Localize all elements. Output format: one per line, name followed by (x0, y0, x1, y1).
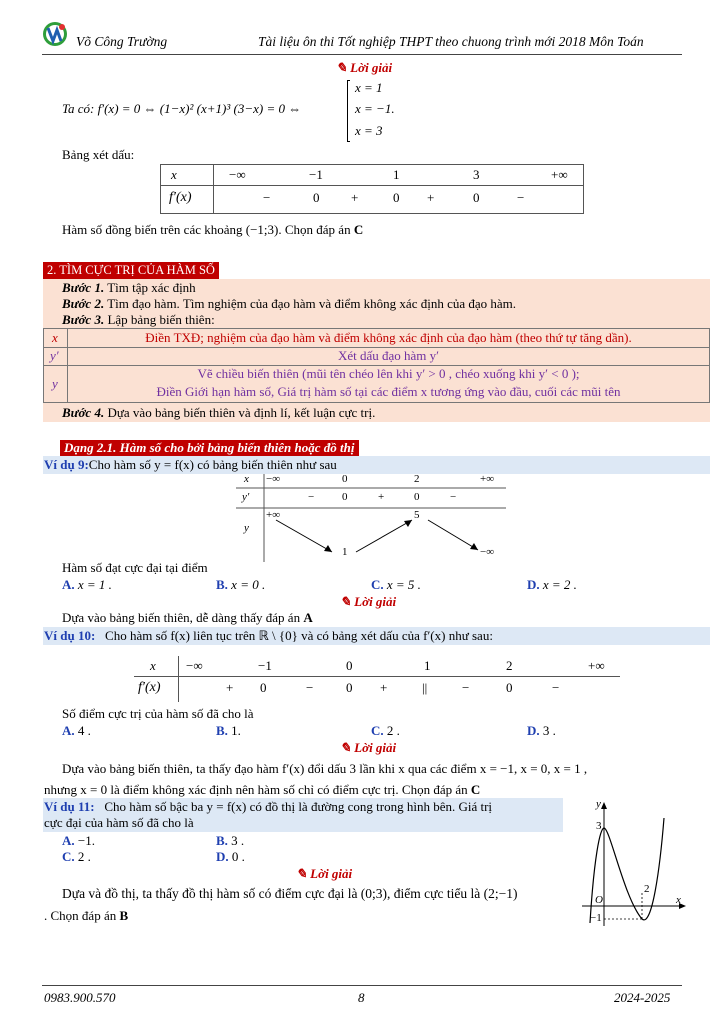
variation-table (236, 474, 506, 562)
footer-rule (42, 985, 682, 986)
sign-table-1 (160, 164, 584, 214)
ex11-opt-b: B. 3 . (216, 833, 245, 848)
t1-x-val: −∞ (229, 167, 246, 182)
t1-sign: 0 (313, 190, 320, 205)
t1-sign: 0 (473, 190, 480, 205)
t2-sign: || (422, 680, 428, 695)
ex10-solution-2: nhưng x = 0 là điểm không xác định nên hàm số chỉ có điểm cực trị. Chọn đáp án C (44, 782, 481, 797)
ex9-line: Ví dụ 9:Cho hàm số y = f(x) có bảng biến thiên như sau (44, 457, 337, 472)
vt-sign: 0 (414, 491, 420, 503)
vt-x-val: +∞ (480, 473, 495, 485)
root-1: x = 1 (355, 80, 383, 95)
vt-yprime: y′ (242, 491, 250, 503)
ex9-opt-d: D. x = 2 . (527, 577, 577, 592)
footer-page: 8 (358, 990, 365, 1005)
t2-x-val: 1 (424, 658, 431, 673)
root-2: x = −1. (355, 101, 395, 116)
graph-y-label: y (596, 798, 601, 810)
ex11-solution-1: Dựa và đồ thị, ta thấy đồ thị hàm số có điểm cực đại là (0;3), điểm cực tiểu là (2;−1) (62, 886, 518, 901)
t2-sign: − (306, 680, 314, 695)
vt-y-val: 5 (414, 509, 420, 521)
vt-x: x (244, 473, 249, 485)
step-1: Bước 1. Tìm tập xác định (62, 280, 196, 295)
ex10-line: Ví dụ 10: Cho hàm số f(x) liên tục trên ℝ \ {0} và có bảng xét dấu của f′(x) như sau: (44, 628, 493, 643)
table-label: Bảng xét dấu: (62, 147, 135, 162)
cubic-graph (580, 798, 690, 930)
t2-x-val: 2 (506, 658, 513, 673)
vt-y-val: 1 (342, 546, 348, 558)
ex11-line1: Ví dụ 11: Cho hàm số bậc ba y = f(x) có đồ thị là đường cong trong hình bên. Giá trị (44, 799, 493, 814)
ex11-opt-d: D. 0 . (216, 849, 245, 864)
t2-sign: 0 (260, 680, 267, 695)
ex11-line2: cực đại của hàm số đã cho là (44, 815, 194, 830)
step-3: Bước 3. Lập bảng biến thiên: (62, 312, 215, 327)
t1-sign: 0 (393, 190, 400, 205)
graph-origin: O (595, 894, 603, 906)
ex9-opt-b: B. x = 0 . (216, 577, 266, 592)
t2-x-val: +∞ (588, 658, 605, 673)
equation-line: Ta có: f′(x) = 0 ⇔ (1−x)² (x+1)³ (3−x) = 0 ⇔ (62, 101, 302, 116)
t1-x-val: 3 (473, 167, 480, 182)
t2-fprime: f′(x) (138, 680, 161, 695)
ex9-opt-c: C. x = 5 . (371, 577, 421, 592)
t1-sign: + (351, 190, 359, 205)
ex9-solution-heading: ✎ Lời giải (340, 594, 397, 609)
ex9-solution: Dựa vào bảng biến thiên, dễ dàng thấy đáp án A (62, 610, 313, 625)
ex10-opt-d: D. 3 . (527, 723, 556, 738)
ex10-solution-1: Dựa vào bảng biến thiên, ta thấy đạo hàm f′(x) đổi dấu 3 lần khi x qua các điểm x = −1, x = 0, x = 1 , (62, 761, 588, 776)
t2-sign: + (226, 680, 234, 695)
solution-heading: ✎ Lời giải (336, 60, 393, 75)
conclusion-1: Hàm số đồng biến trên các khoảng (−1;3). Chọn đáp án C (62, 222, 364, 237)
t1-x-val: 1 (393, 167, 400, 182)
mt-x-label: x (52, 330, 58, 345)
mt-yprime-label: y′ (50, 348, 59, 363)
dang-title: Dạng 2.1. Hàm số cho bởi bảng biến thiên hoặc đồ thị (60, 440, 359, 456)
t2-x: x (150, 658, 156, 673)
ex10-opt-b: B. 1. (216, 723, 241, 738)
t2-sign: − (462, 680, 470, 695)
ex10-question: Số điểm cực trị của hàm số đã cho là (62, 706, 254, 721)
section-title: 2. TÌM CỰC TRỊ CỦA HÀM SỐ (43, 262, 219, 279)
mt-y-line1: Vẽ chiều biến thiên (mũi tên chéo lên khi y′ > 0 , chéo xuống khi y′ < 0 ); (197, 366, 580, 381)
vt-sign: + (378, 491, 385, 503)
t1-x-val: +∞ (551, 167, 568, 182)
ex10-opt-a: A. 4 . (62, 723, 91, 738)
ex11-solution-heading: ✎ Lời giải (296, 866, 353, 881)
t2-x-val: −∞ (186, 658, 203, 673)
t1-x-val: −1 (309, 167, 323, 182)
t2-sign: 0 (346, 680, 353, 695)
t1-x: x (171, 167, 177, 182)
t1-sign: − (263, 190, 271, 205)
t2-x-val: 0 (346, 658, 353, 673)
ex10-solution-heading: ✎ Lời giải (340, 740, 397, 755)
vt-y: y (244, 522, 249, 534)
vt-sign: − (450, 491, 457, 503)
header-title: Tài liệu ôn thi Tốt nghiệp THPT theo chuong trình mới 2018 Môn Toán (258, 34, 644, 49)
roots-brace (347, 80, 350, 142)
t1-fprime: f′(x) (169, 190, 192, 205)
vt-x-val: −∞ (266, 473, 281, 485)
ex9-opt-a: A. x = 1 . (62, 577, 112, 592)
ex11-opt-a: A. −1. (62, 833, 95, 848)
sign-table-2 (134, 656, 620, 702)
t2-x-val: −1 (258, 658, 272, 673)
mt-x-text: Điền TXĐ; nghiệm của đạo hàm và điểm không xác định của đạo hàm (theo thứ tự tăng dần). (145, 330, 632, 345)
vt-x-val: 2 (414, 473, 420, 485)
ex9-question: Hàm số đạt cực đại tại điểm (62, 560, 208, 575)
t1-sign: − (517, 190, 525, 205)
header-author: Võ Công Trường (76, 34, 168, 49)
step-2: Bước 2. Tìm đạo hàm. Tìm nghiệm của đạo hàm và điểm không xác định của đạo hàm. (62, 296, 517, 311)
graph-tick-3: 3 (596, 820, 602, 832)
mt-y-line2: Điền Giới hạn hàm số, Giá trị hàm số tại các điểm x tương ứng vào đầu, cuối các mũi tên (156, 384, 621, 399)
logo (42, 20, 68, 48)
vt-sign: − (308, 491, 315, 503)
footer-year: 2024-2025 (614, 990, 671, 1005)
graph-x-label: x (676, 894, 681, 906)
t1-sign: + (427, 190, 435, 205)
vt-sign: 0 (342, 491, 348, 503)
root-3: x = 3 (355, 123, 383, 138)
graph-tick-2: 2 (644, 883, 650, 895)
ex10-opt-c: C. 2 . (371, 723, 400, 738)
ex11-opt-c: C. 2 . (62, 849, 91, 864)
vt-x-val: 0 (342, 473, 348, 485)
t2-sign: 0 (506, 680, 513, 695)
vt-y-val: −∞ (480, 546, 495, 558)
header-rule (42, 54, 682, 55)
graph-tick-m1: −1 (590, 912, 602, 924)
footer-phone: 0983.900.570 (44, 990, 116, 1005)
step-4: Bước 4. Dựa vào bảng biến thiên và định lí, kết luận cực trị. (62, 405, 376, 420)
t2-sign: + (380, 680, 388, 695)
ex11-solution-2: . Chọn đáp án B (44, 908, 129, 923)
vt-y-val: +∞ (266, 509, 281, 521)
method-table (43, 328, 710, 403)
mt-yprime-text: Xét dấu đạo hàm y′ (337, 348, 440, 363)
mt-y-label: y (52, 376, 58, 391)
t2-sign: − (552, 680, 560, 695)
